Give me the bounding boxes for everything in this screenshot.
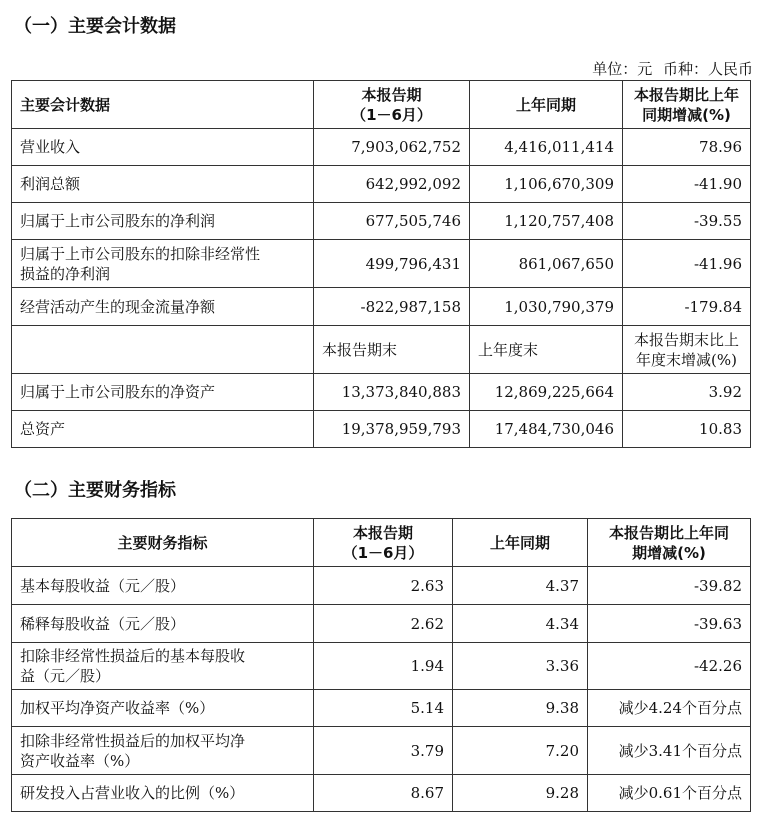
row-change: 减少0.61个百分点 [588, 775, 751, 812]
row-label: 营业收入 [12, 129, 314, 166]
row-prior: 861,067,650 [470, 240, 623, 288]
table-header-row [12, 519, 751, 567]
row-label: 稀释每股收益（元／股） [12, 605, 314, 643]
row-change: -41.96 [623, 240, 751, 288]
row-prior: 9.28 [453, 775, 588, 812]
header-prior-period: 上年同期 [470, 81, 623, 129]
row-label: 归属于上市公司股东的净利润 [12, 203, 314, 240]
table-row [12, 567, 751, 605]
row-label-line2: 损益的净利润 [20, 264, 111, 283]
table-header-row [12, 81, 751, 129]
row-change: 3.92 [623, 374, 751, 411]
row-prior: 17,484,730,046 [470, 411, 623, 448]
row-current: 2.63 [314, 567, 453, 605]
accounting-data-table [11, 80, 751, 448]
row-current: -822,987,158 [314, 288, 470, 326]
header-current-line1: 本报告期 [361, 85, 422, 104]
row-current: 2.62 [314, 605, 453, 643]
row-label: 总资产 [12, 411, 314, 448]
table-row [12, 605, 751, 643]
subheader-period-end: 本报告期末 [314, 326, 470, 374]
row-label: 研发投入占营业收入的比例（%） [12, 775, 314, 812]
row-current: 19,378,959,793 [314, 411, 470, 448]
row-change: -42.26 [588, 643, 751, 690]
header-change [623, 81, 751, 129]
table-subheader-row [12, 326, 751, 374]
row-prior: 4.34 [453, 605, 588, 643]
financial-indicators-table [11, 518, 751, 812]
row-current: 5.14 [314, 690, 453, 727]
row-label [12, 240, 314, 288]
row-prior: 3.36 [453, 643, 588, 690]
row-prior: 4,416,011,414 [470, 129, 623, 166]
table-row [12, 775, 751, 812]
header-change-line1: 本报告期比上年 [633, 85, 739, 104]
section-title-financial-indicators: （二）主要财务指标 [14, 480, 176, 501]
row-change: 10.83 [623, 411, 751, 448]
row-prior: 1,106,670,309 [470, 166, 623, 203]
row-prior: 7.20 [453, 727, 588, 775]
subheader-change-line2: 年度末增减(%) [636, 350, 737, 369]
row-prior: 4.37 [453, 567, 588, 605]
table-row [12, 166, 751, 203]
header-current-period [314, 81, 470, 129]
row-change: -39.55 [623, 203, 751, 240]
row-change: -39.63 [588, 605, 751, 643]
header-current-line2: （1－6月） [351, 105, 432, 124]
row-current: 642,992,092 [314, 166, 470, 203]
header-indicator: 主要会计数据 [12, 81, 314, 129]
row-change: 78.96 [623, 129, 751, 166]
table-row [12, 411, 751, 448]
subheader-prior-year-end: 上年度末 [470, 326, 623, 374]
row-prior: 12,869,225,664 [470, 374, 623, 411]
row-label: 经营活动产生的现金流量净额 [12, 288, 314, 326]
header-current-line1: 本报告期 [352, 523, 413, 542]
row-change: -179.84 [623, 288, 751, 326]
table-row [12, 240, 751, 288]
row-current: 1.94 [314, 643, 453, 690]
table-row [12, 203, 751, 240]
row-change: 减少3.41个百分点 [588, 727, 751, 775]
row-label [12, 643, 314, 690]
header-current-period [314, 519, 453, 567]
header-change-line1: 本报告期比上年同 [608, 523, 729, 542]
section-title-accounting-data: （一）主要会计数据 [14, 16, 176, 37]
unit-currency-note: 单位：元 币种：人民币 [592, 60, 753, 78]
row-current: 8.67 [314, 775, 453, 812]
row-prior: 9.38 [453, 690, 588, 727]
table-row [12, 643, 751, 690]
header-change-line2: 同期增减(%) [642, 105, 731, 124]
row-current: 7,903,062,752 [314, 129, 470, 166]
header-change-line2: 期增减(%) [632, 543, 706, 562]
row-prior: 1,030,790,379 [470, 288, 623, 326]
subheader-empty [12, 326, 314, 374]
table-row [12, 129, 751, 166]
header-change [588, 519, 751, 567]
header-current-line2: （1－6月） [342, 543, 424, 562]
row-label: 归属于上市公司股东的净资产 [12, 374, 314, 411]
subheader-change-line1: 本报告期末比上 [633, 330, 739, 349]
row-label-line2: 资产收益率（%） [20, 751, 140, 770]
table-row [12, 690, 751, 727]
row-label: 利润总额 [12, 166, 314, 203]
row-current: 3.79 [314, 727, 453, 775]
row-change: -39.82 [588, 567, 751, 605]
row-change: -41.90 [623, 166, 751, 203]
row-label-line2: 益（元／股） [20, 667, 111, 685]
row-label: 加权平均净资产收益率（%） [12, 690, 314, 727]
row-current: 677,505,746 [314, 203, 470, 240]
table-row [12, 727, 751, 775]
row-label-line1: 归属于上市公司股东的扣除非经常性 [20, 244, 261, 263]
subheader-change [623, 326, 751, 374]
header-prior-period: 上年同期 [453, 519, 588, 567]
header-indicator: 主要财务指标 [12, 519, 314, 567]
row-prior: 1,120,757,408 [470, 203, 623, 240]
row-label: 基本每股收益（元／股） [12, 567, 314, 605]
row-current: 499,796,431 [314, 240, 470, 288]
table-row [12, 374, 751, 411]
table-row [12, 288, 751, 326]
row-label [12, 727, 314, 775]
row-current: 13,373,840,883 [314, 374, 470, 411]
row-change: 减少4.24个百分点 [588, 690, 751, 727]
row-label-line1: 扣除非经常性损益后的基本每股收 [20, 647, 246, 665]
row-label-line1: 扣除非经常性损益后的加权平均净 [20, 731, 246, 750]
